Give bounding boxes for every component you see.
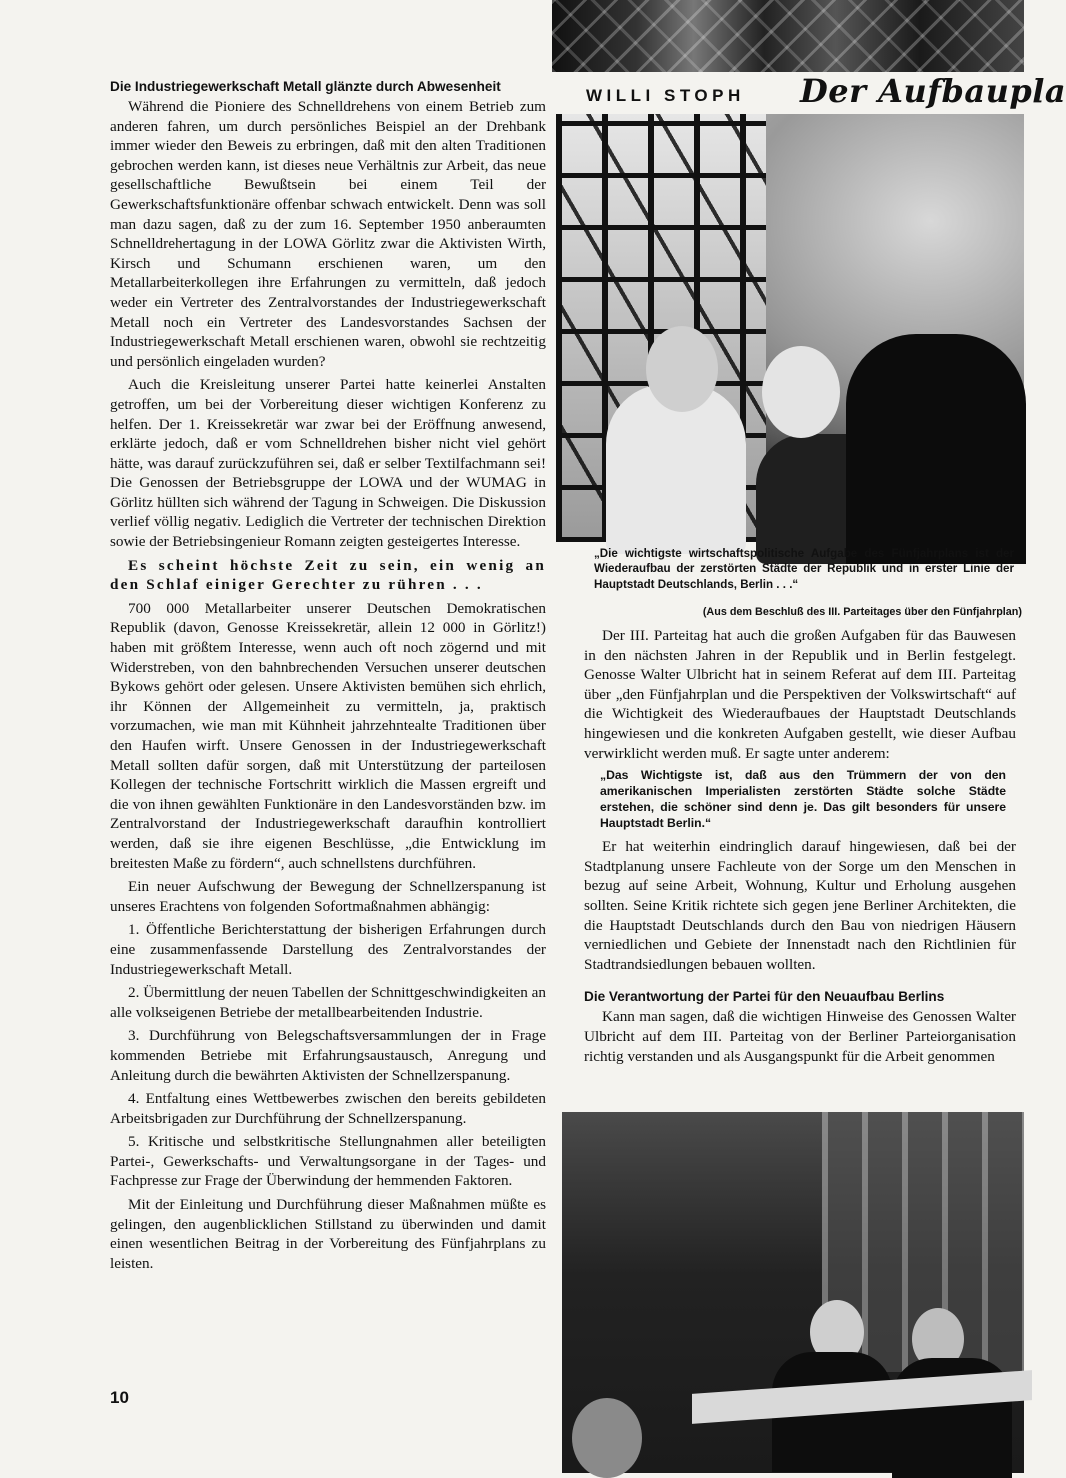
article-headline: Der Aufbaupla [800, 72, 1066, 110]
right-column [584, 626, 1016, 1070]
section-heading: Die Industriegewerkschaft Metall glänzte durch Abwesenheit [110, 79, 501, 94]
left-column [110, 78, 546, 1277]
construction-workers-photo [556, 114, 1024, 542]
paragraph: Der III. Parteitag hat auch die großen Aufgaben für das Bauwesen in den nächsten Jahren in der Republik und in Berlin festgelegt. Genosse Walter Ulbricht hat in seinem Referat auf dem III. Parteitag über „den Fünfjahrplan und die Perspektiven der Volkswirtschaft“ auf die Wichtigkeit des Wiederaufbaues der Hauptstadt Deutschlands hingewiesen und die konkreten Aufgaben gestellt, wie dieser Aufbau verwirklicht werden muß. Er sagte unter anderem: [584, 627, 1016, 762]
meeting-photo [562, 1112, 1024, 1473]
section-heading: Die Verantwortung der Partei für den Neuaufbau Berlins [584, 989, 945, 1005]
author-name: WILLI STOPH [586, 86, 745, 105]
emphasized-paragraph: Es scheint höchste Zeit zu sein, ein wenig an den Schlaf einiger Gerechter zu rühren . . . [110, 556, 546, 594]
caption-source: (Aus dem Beschluß des III. Parteitages über den Fünfjahrplan) [702, 606, 1022, 618]
measures-list [110, 920, 546, 1191]
photo-caption: „Die wichtigste wirtschaftspolitische Aufgabe des Fünfjahrplans ist der Wiederaufbau der zerstörten Städte der Republik und in erster Linie der Hauptstadt Deutschlands, Berlin . . .“ [594, 547, 1014, 591]
quotation: „Das Wichtigste ist, daß aus den Trümmern der von den amerikanischen Imperialisten zerstörten Städte solche Städte erstehen, die schöner sind denn je. Das gilt besonders für unsere Hauptstadt Berlin.“ [600, 768, 1006, 831]
paragraph: Mit der Einleitung und Durchführung dieser Maßnahmen müßte es gelingen, den augenblicklichen Stillstand zu überwinden und damit einen wesentlichen Beitrag in der Vorbereitung des Fünfjahrplans zu leisten. [110, 1196, 546, 1272]
top-photo-strip [552, 0, 1024, 72]
paragraph: Auch die Kreisleitung unserer Partei hatte keinerlei Anstalten getroffen, um bei der Vorbereitung dieser wichtigen Konferenz zu helfen. Der 1. Kreissekretär war zwar bei der Eröffnung anwesend, erklärte jedoch, daß er vom Schnelldrehen bisher nicht viel gehört hätte, was darauf zurückzuführen sei, daß er selber Textilfachmann sei! Die Genossen der Betriebsgruppe der LOWA und der WUMAG in Görlitz hüllten sich während der Tagung in Schweigen. Die Diskussion verlief völlig negativ. Lediglich die Vertreter der technischen Direktion sowie der Betriebsingenieur Romann zeigten gesteigertes Interesse. [110, 376, 546, 551]
paragraph: Kann man sagen, daß die wichtigen Hinweise des Genossen Walter Ulbricht auf dem III. Parteitag von der Berliner Parteiorganisation richtig verstanden und als Ausgangspunkt für die Arbeit genommen [584, 1008, 1016, 1065]
paragraph: Während die Pioniere des Schnelldrehens von einem Betrieb zum anderen fahren, um durch persönliches Beispiel an der Drehbank immer wieder den Beweis zu erbringen, daß mit den alten Traditionen gebrochen werden kann, ist dieses neue Verhältnis zur Arbeit, das neue gesellschaftliche Bewußtsein bei einem Teil der Gewerkschaftsfunktionäre offenbar schwach entwickelt. Denn was soll man dazu sagen, daß zu der zum 16. September 1950 anberaumten Schnelldrehertagung in der LOWA Görlitz zwar die Aktivisten Wirth, Kirsch und Schumann erschienen waren, um den Metallarbeiterkollegen ihre Erfahrungen zu vermitteln, daß jedoch weder ein Vertreter des Zentralvorstandes der Industriegewerkschaft Metall noch ein Vertreter des Landesvorstandes Sachsen der Industriegewerkschaft Metall erschienen waren, obwohl sie rechtzeitig und persönlich eingeladen wurden? [110, 98, 546, 370]
list-item: 2. Übermittlung der neuen Tabellen der Schnittgeschwindigkeiten an alle volkseigenen Betriebe der metallbearbeitenden Industrie. [110, 984, 546, 1021]
paragraph: 700 000 Metallarbeiter unserer Deutschen Demokratischen Republik (davon, Genosse Kreissekretär, allein 12 000 in Görlitz!) haben mit größtem Interesse, wenn auch oft noch zögernd und mit Widerstreben, von den bahnbrechenden Versuchen unserer deutschen Bykows gehört oder gelesen. Unsere Aktivisten bemühen sich ehrlich, ihr Können der Allgemeinheit zu vermitteln, ja, praktisch vorzumachen, wie man mit Kühnheit jahrzehntealte Traditionen über den Haufen wirft. Unsere Genossen in der Industriegewerkschaft Metall sollten dafür sorgen, daß mit Unterstützung der parteilosen Kollegen der technische Fortschritt wirklich die Massen ergreift und die von ihnen gewählten Funktionäre in den Landesvorständen bzw. im Zentralvorstand der Industriegewerkschaft daraufhin kontrolliert werden, daß sie ihre eigenen Beschlüsse, „die Entwicklung im breitesten Maße zu fördern“, auch schnellstens durchführen. [110, 599, 546, 872]
list-item: 4. Entfaltung eines Wettbewerbes zwischen den bereits gebildeten Arbeitsbrigaden zur Durchführung der Schnellzerspanung. [110, 1090, 546, 1127]
paragraph: Er hat weiterhin eindringlich darauf hingewiesen, daß bei der Stadtplanung unsere Fachleute von der Sorge um den Menschen in bezug auf seine Arbeit, Wohnung, Kultur und Erholung ausgehen sollten. Seine Kritik richtete sich gegen jene Berliner Architekten, die die Hauptstadt Deutschlands durch den Bau von niedrigen Häusern verniedlichen und Gebiete der Innenstadt nach den Richtlinien für Stadtrandsiedlungen bebauen wollten. [584, 838, 1016, 973]
list-item: 1. Öffentliche Berichterstattung der bisherigen Erfahrungen durch eine zusammenfassende Darstellung des Zentralvorstandes der Industriegewerkschaft Metall. [110, 921, 546, 978]
list-item: 3. Durchführung von Belegschaftsversammlungen der in Frage kommenden Betriebe mit Erfahrungsaustausch, Anregung und Anleitung durch die bewährten Aktivisten der Schnellzerspanung. [110, 1027, 546, 1084]
list-item: 5. Kritische und selbstkritische Stellungnahmen aller beteiligten Partei-, Gewerkschafts- und Verwaltungsorgane in der Tages- und Fachpresse zur Frage der Überwindung der hemmenden Faktoren. [110, 1133, 546, 1190]
page-number: 10 [110, 1388, 129, 1407]
paragraph: Ein neuer Aufschwung der Bewegung der Schnellzerspanung ist unseres Erachtens von folgenden Sofortmaßnahmen abhängig: [110, 878, 546, 915]
